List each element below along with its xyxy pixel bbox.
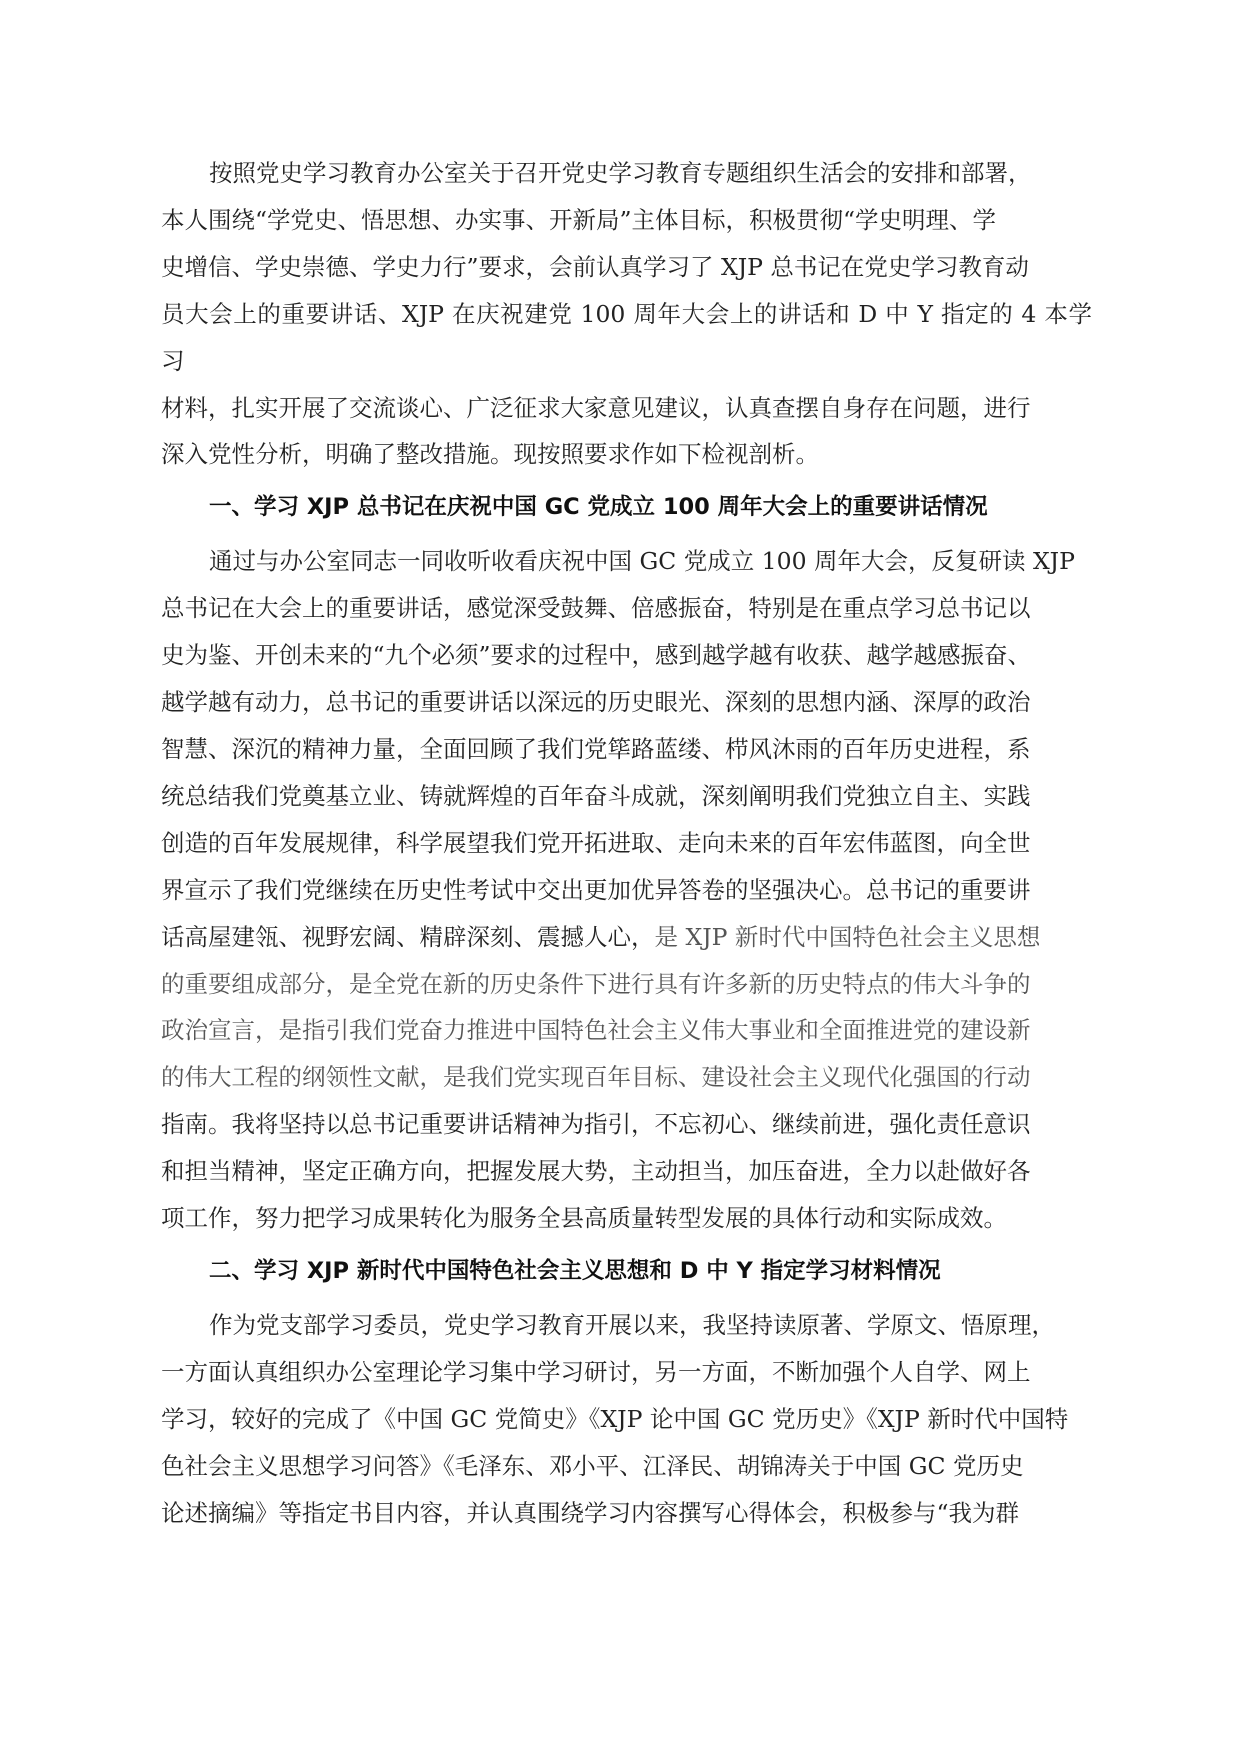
text-line <box>161 914 1092 961</box>
text-line: 史为鉴、开创未来的“九个必须”要求的过程中，感到越学越有收获、越学越感振奋、 <box>161 641 1032 670</box>
text-line: 指南。我将坚持以总书记重要讲话精神为指引，不忘初心、继续前进，强化责任意识 <box>161 1110 1031 1139</box>
text-line: 通过与办公室同志一同收听收看庆祝中国 GC 党成立 100 周年大会，反复研读 XJP <box>209 547 1075 576</box>
text-line: 材料，扎实开展了交流谈心、广泛征求大家意见建议，认真查摆自身存在问题，进行 <box>161 393 1031 422</box>
text-line: 员大会上的重要讲话、XJP 在庆祝建党 100 周年大会上的讲话和 D 中 Y 指定的 4 本学习 <box>161 299 1092 375</box>
section-1-heading: 一、学习 XJP 总书记在庆祝中国 GC 党成立 100 周年大会上的重要讲话情况 <box>209 494 988 521</box>
text-line: 学习，较好的完成了《中国 GC 党简史》《XJP 论中国 GC 党历史》《XJP 新时代中国特 <box>161 1404 1069 1433</box>
muted-text-segment: 是 XJP 新时代中国特色社会主义思想 <box>654 922 1041 951</box>
text-line: 越学越有动力，总书记的重要讲话以深远的历史眼光、深刻的思想内涵、深厚的政治 <box>161 688 1031 717</box>
text-line: 论述摘编》等指定书目内容，并认真围绕学习内容撰写心得体会，积极参与“我为群 <box>161 1498 1020 1527</box>
text-line: 作为党支部学习委员，党史学习教育开展以来，我坚持读原著、学原文、悟原理， <box>209 1310 1055 1339</box>
muted-text-line: 政治宣言，是指引我们党奋力推进中国特色社会主义伟大事业和全面推进党的建设新 <box>161 1016 1031 1045</box>
text-line: 智慧、深沉的精神力量，全面回顾了我们党筚路蓝缕、栉风沐雨的百年历史进程，系 <box>161 734 1031 763</box>
text-line: 总书记在大会上的重要讲话，感觉深受鼓舞、倍感振奋，特别是在重点学习总书记以 <box>161 594 1031 623</box>
muted-text-line: 的重要组成部分，是全党在新的历史条件下进行具有许多新的历史特点的伟大斗争的 <box>161 969 1031 998</box>
text-line: 一方面认真组织办公室理论学习集中学习研讨，另一方面，不断加强个人自学、网上 <box>161 1357 1031 1386</box>
text-line: 和担当精神，坚定正确方向，把握发展大势，主动担当，加压奋进，全力以赴做好各 <box>161 1157 1031 1186</box>
section-2-heading: 二、学习 XJP 新时代中国特色社会主义思想和 D 中 Y 指定学习材料情况 <box>209 1257 941 1284</box>
section-2-paragraph <box>161 1302 1092 1537</box>
text-line: 创造的百年发展规律，科学展望我们党开拓进取、走向未来的百年宏伟蓝图，向全世 <box>161 828 1031 857</box>
text-line: 深入党性分析，明确了整改措施。现按照要求作如下检视剖析。 <box>161 440 819 469</box>
text-line: 色社会主义思想学习问答》《毛泽东、邓小平、江泽民、胡锦涛关于中国 GC 党历史 <box>161 1451 1024 1480</box>
text-line: 按照党史学习教育办公室关于召开党史学习教育专题组织生活会的安排和部署， <box>209 159 1032 187</box>
section-1-paragraph <box>161 538 1092 1242</box>
text-line: 统总结我们党奠基立业、铸就辉煌的百年奋斗成就，深刻阐明我们党独立自主、实践 <box>161 781 1031 810</box>
intro-paragraph <box>161 150 1092 478</box>
text-line: 本人围绕“学党史、悟思想、办实事、开新局”主体目标，积极贯彻“学史明理、学 <box>161 205 997 234</box>
muted-text-line: 的伟大工程的纲领性文献，是我们党实现百年目标、建设社会主义现代化强国的行动 <box>161 1063 1031 1092</box>
text-segment: 话高屋建瓴、视野宏阔、精辟深刻、震撼人心， <box>161 922 655 951</box>
text-line: 项工作，努力把学习成果转化为服务全县高质量转型发展的具体行动和实际成效。 <box>161 1204 1007 1233</box>
text-line: 史增信、学史崇德、学史力行”要求，会前认真学习了 XJP 总书记在党史学习教育动 <box>161 252 1029 281</box>
text-line: 界宣示了我们党继续在历史性考试中交出更加优异答卷的坚强决心。总书记的重要讲 <box>161 875 1031 904</box>
